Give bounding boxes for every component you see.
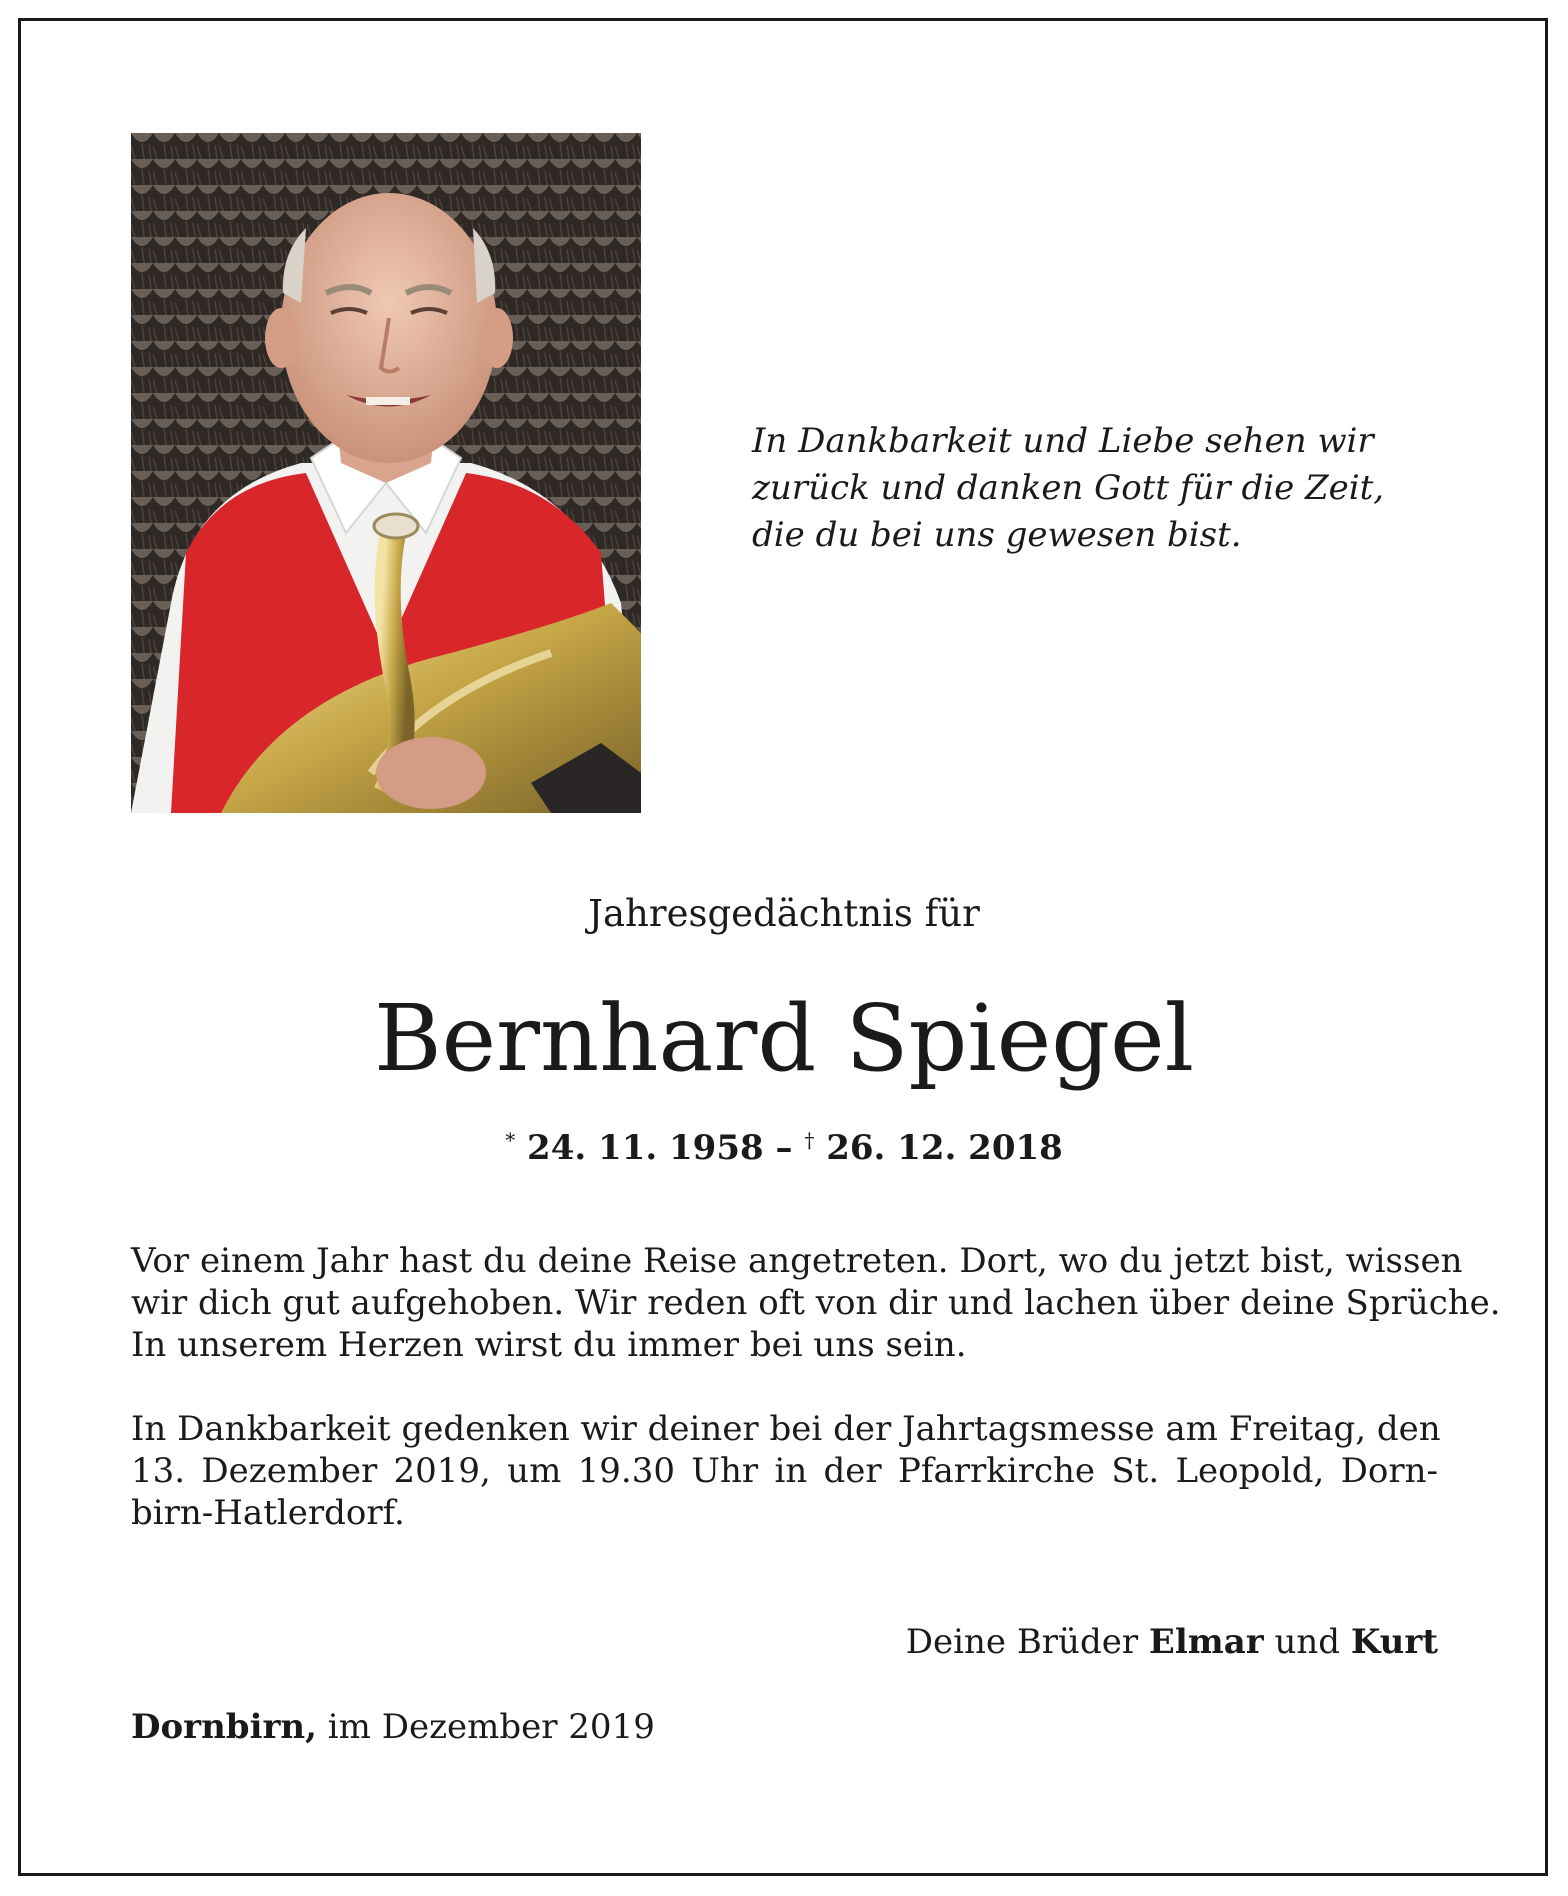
paragraph-line: In unserem Herzen wirst du immer bei uns sein. bbox=[131, 1325, 967, 1365]
signature-name-2: Kurt bbox=[1350, 1622, 1438, 1662]
quote-line: die du bei uns gewesen bist. bbox=[752, 515, 1242, 555]
signature-name-1: Elmar bbox=[1148, 1622, 1264, 1662]
birth-symbol: * bbox=[505, 1128, 516, 1152]
signature bbox=[906, 1620, 1438, 1664]
deceased-name: Bernhard Spiegel bbox=[373, 985, 1195, 1092]
memorial-intro: Jahresgedächtnis für bbox=[588, 892, 980, 935]
paragraph-line: Vor einem Jahr hast du deine Reise angetreten. Dort, wo du jetzt bist, wissen bbox=[131, 1241, 1463, 1281]
quote-line: zurück und danken Gott für die Zeit, bbox=[752, 468, 1385, 508]
paragraph-line: In Dankbarkeit gedenken wir deiner bei der Jahrtagsmesse am Freitag, den bbox=[131, 1409, 1441, 1449]
portrait-photo bbox=[131, 133, 641, 813]
paragraph-mass-announcement bbox=[131, 1408, 1441, 1534]
quote-line: In Dankbarkeit und Liebe sehen wir bbox=[752, 421, 1374, 461]
birth-date: 24. 11. 1958 bbox=[527, 1128, 764, 1168]
paragraph-remembrance bbox=[131, 1240, 1501, 1366]
place: Dornbirn, bbox=[131, 1707, 317, 1747]
death-date: 26. 12. 2018 bbox=[826, 1128, 1063, 1168]
paragraph-line: wir dich gut aufgehoben. Wir reden oft von dir und lachen über deine Sprüche. bbox=[131, 1283, 1501, 1323]
portrait-illustration bbox=[131, 133, 641, 813]
paragraph-line: 13. Dezember 2019, um 19.30 Uhr in der Pfarrkirche St. Leopold, Dorn- bbox=[131, 1451, 1438, 1491]
death-symbol: † bbox=[804, 1128, 815, 1152]
date: im Dezember 2019 bbox=[327, 1707, 655, 1747]
memorial-quote bbox=[752, 418, 1452, 559]
place-and-date bbox=[131, 1705, 655, 1749]
paragraph-line: birn-Hatlerdorf. bbox=[131, 1493, 405, 1533]
life-dates bbox=[0, 1118, 1568, 1170]
signature-conjunction: und bbox=[1274, 1622, 1341, 1662]
date-separator: – bbox=[775, 1128, 793, 1168]
signature-prefix: Deine Brüder bbox=[905, 1622, 1139, 1662]
